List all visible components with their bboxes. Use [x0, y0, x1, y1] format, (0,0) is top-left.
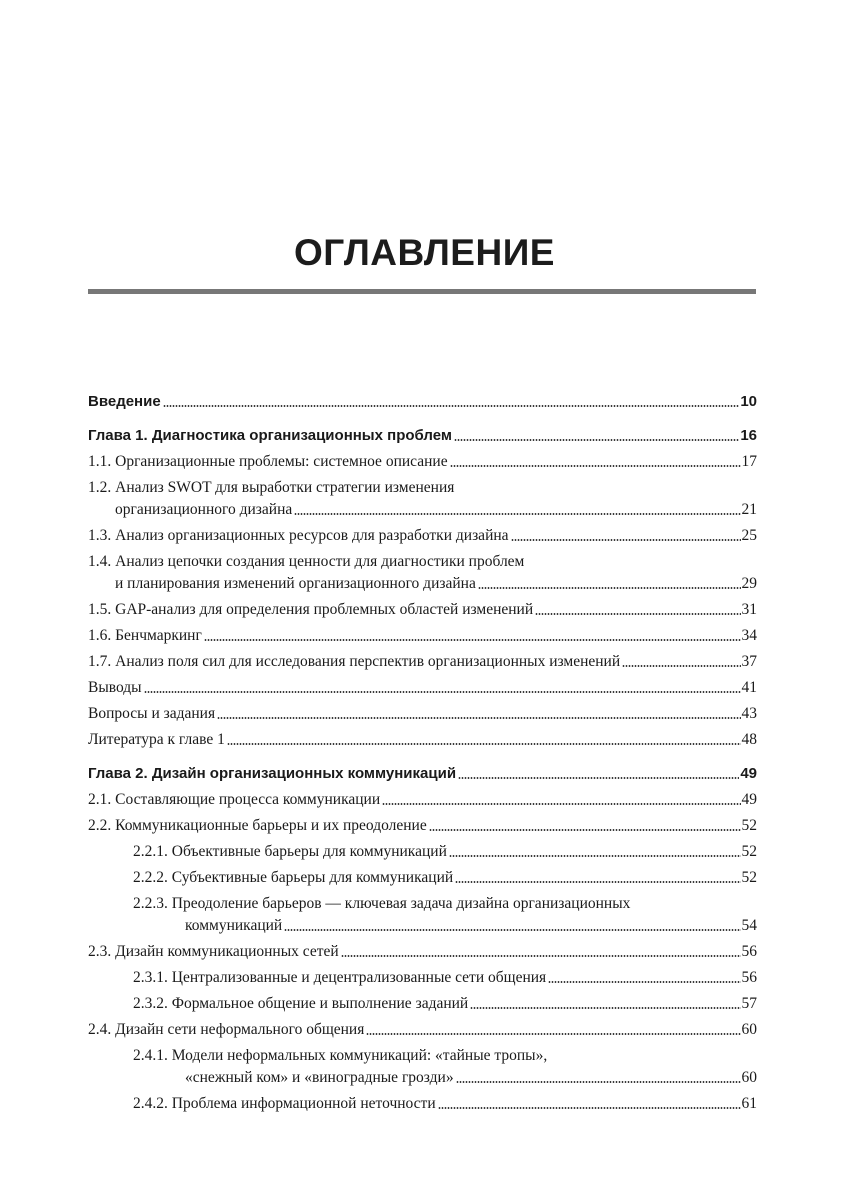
toc-entry[interactable] [88, 601, 757, 619]
toc-entry-intro[interactable] [88, 393, 757, 411]
toc-entry-page: 16 [740, 427, 757, 444]
toc-entry-label: 2.1. Составляющие процесса коммуникации [88, 791, 381, 808]
toc-entry[interactable] [88, 553, 757, 593]
toc-entry-page: 21 [741, 501, 757, 518]
toc-entry-page: 43 [741, 705, 757, 722]
toc-entry-page: 49 [741, 791, 757, 808]
toc-subentry[interactable] [88, 843, 757, 861]
dot-leader [294, 512, 740, 516]
toc-entry-page: 60 [741, 1021, 757, 1038]
toc-entry-label: Литература к главе 1 [88, 731, 225, 748]
toc-entry-label: 2.3. Дизайн коммуникационных сетей [88, 943, 339, 960]
toc-entry-label: 2.3.2. Формальное общение и выполнение заданий [133, 995, 469, 1012]
toc-entry-page: 29 [741, 575, 757, 592]
toc-entry-label-line2: и планирования изменений организационного дизайна [115, 575, 476, 592]
toc-entry[interactable] [88, 679, 757, 697]
toc-entry-page: 49 [740, 765, 757, 782]
toc-entry-label-line2: организационного дизайна [115, 501, 293, 518]
toc-entry[interactable] [88, 479, 757, 519]
toc-entry[interactable] [88, 1021, 757, 1039]
dot-leader [458, 776, 739, 780]
toc-entry[interactable] [88, 705, 757, 723]
toc-entry-page: 56 [741, 969, 757, 986]
toc-subentry[interactable] [88, 995, 757, 1013]
dot-leader [382, 802, 740, 806]
toc-chapter-2-heading[interactable] [88, 765, 757, 783]
toc-entry-label: Выводы [88, 679, 142, 696]
toc-entry[interactable] [88, 627, 757, 645]
toc-entry-label: 1.5. GAP-анализ для определения проблемных областей изменений [88, 601, 534, 618]
toc-entry-label: 2.3.1. Централизованные и децентрализованные сети общения [133, 969, 547, 986]
toc-entry-label: Глава 1. Диагностика организационных проблем [88, 427, 452, 444]
toc-entry-page: 52 [741, 843, 757, 860]
toc-entry-label-line1: 1.2. Анализ SWOT для выработки стратегии изменения [88, 479, 455, 496]
dot-leader [366, 1032, 740, 1036]
dot-leader [622, 664, 740, 668]
table-of-contents [88, 393, 757, 1121]
toc-entry-page: 57 [741, 995, 757, 1012]
toc-entry[interactable] [88, 527, 757, 545]
dot-leader [438, 1106, 741, 1110]
dot-leader [548, 980, 740, 984]
toc-entry-label: Введение [88, 393, 161, 410]
toc-entry[interactable] [88, 731, 757, 749]
toc-entry-page: 10 [740, 393, 757, 410]
toc-entry-label-line1: 2.2.3. Преодоление барьеров — ключевая задача дизайна организационных [133, 895, 631, 912]
toc-entry-page: 54 [741, 917, 757, 934]
toc-entry-label: 2.2.1. Объективные барьеры для коммуникаций [133, 843, 447, 860]
toc-entry-page: 37 [741, 653, 757, 670]
toc-entry-page: 61 [741, 1095, 757, 1112]
toc-entry-page: 60 [741, 1069, 757, 1086]
toc-entry-label: 1.1. Организационные проблемы: системное описание [88, 453, 448, 470]
toc-entry[interactable] [88, 817, 757, 835]
toc-entry-page: 41 [741, 679, 757, 696]
toc-entry-label: Вопросы и задания [88, 705, 216, 722]
toc-subentry[interactable] [88, 869, 757, 887]
dot-leader [217, 716, 740, 720]
toc-subentry[interactable] [88, 1047, 757, 1087]
toc-entry-page: 31 [741, 601, 757, 618]
toc-entry-label: 2.4. Дизайн сети неформального общения [88, 1021, 365, 1038]
toc-entry-label-line2: «снежный ком» и «виноградные грозди» [185, 1069, 454, 1086]
dot-leader [511, 538, 741, 542]
dot-leader [341, 954, 741, 958]
dot-leader [144, 690, 741, 694]
toc-entry-label: 2.2.2. Субъективные барьеры для коммуникаций [133, 869, 454, 886]
toc-subentry[interactable] [88, 1095, 757, 1113]
toc-entry-label: 2.2. Коммуникационные барьеры и их преодоление [88, 817, 427, 834]
dot-leader [450, 464, 741, 468]
toc-entry-label: Глава 2. Дизайн организационных коммуникаций [88, 765, 457, 782]
toc-subentry[interactable] [88, 895, 757, 935]
toc-entry-label-line2: коммуникаций [185, 917, 283, 934]
dot-leader [284, 928, 740, 932]
dot-leader [454, 438, 739, 442]
dot-leader [429, 828, 741, 832]
toc-entry-page: 34 [741, 627, 757, 644]
toc-entry-label-line1: 2.4.1. Модели неформальных коммуникаций: «тайные тропы», [133, 1047, 548, 1064]
dot-leader [449, 854, 741, 858]
toc-entry-label: 1.3. Анализ организационных ресурсов для разработки дизайна [88, 527, 509, 544]
dot-leader [456, 1080, 741, 1084]
toc-entry[interactable] [88, 653, 757, 671]
dot-leader [535, 612, 740, 616]
page-title: ОГЛАВЛЕНИЕ [294, 232, 555, 273]
dot-leader [204, 638, 741, 642]
toc-entry-page: 17 [741, 453, 757, 470]
toc-entry-label: 2.4.2. Проблема информационной неточности [133, 1095, 436, 1112]
dot-leader [163, 404, 740, 408]
toc-entry-label: 1.7. Анализ поля сил для исследования перспектив организационных изменений [88, 653, 621, 670]
toc-entry-page: 48 [741, 731, 757, 748]
toc-entry[interactable] [88, 453, 757, 471]
toc-entry-page: 52 [741, 817, 757, 834]
toc-subentry[interactable] [88, 969, 757, 987]
toc-entry-label: 1.6. Бенчмаркинг [88, 627, 202, 644]
dot-leader [227, 742, 741, 746]
toc-entry[interactable] [88, 791, 757, 809]
toc-entry-page: 52 [741, 869, 757, 886]
toc-entry-page: 56 [741, 943, 757, 960]
toc-entry-page: 25 [741, 527, 757, 544]
title-rule [88, 289, 756, 294]
dot-leader [470, 1006, 740, 1010]
toc-chapter-1-heading[interactable] [88, 427, 757, 445]
dot-leader [478, 586, 741, 590]
toc-entry[interactable] [88, 943, 757, 961]
toc-entry-label-line1: 1.4. Анализ цепочки создания ценности для диагностики проблем [88, 553, 525, 570]
dot-leader [455, 880, 740, 884]
